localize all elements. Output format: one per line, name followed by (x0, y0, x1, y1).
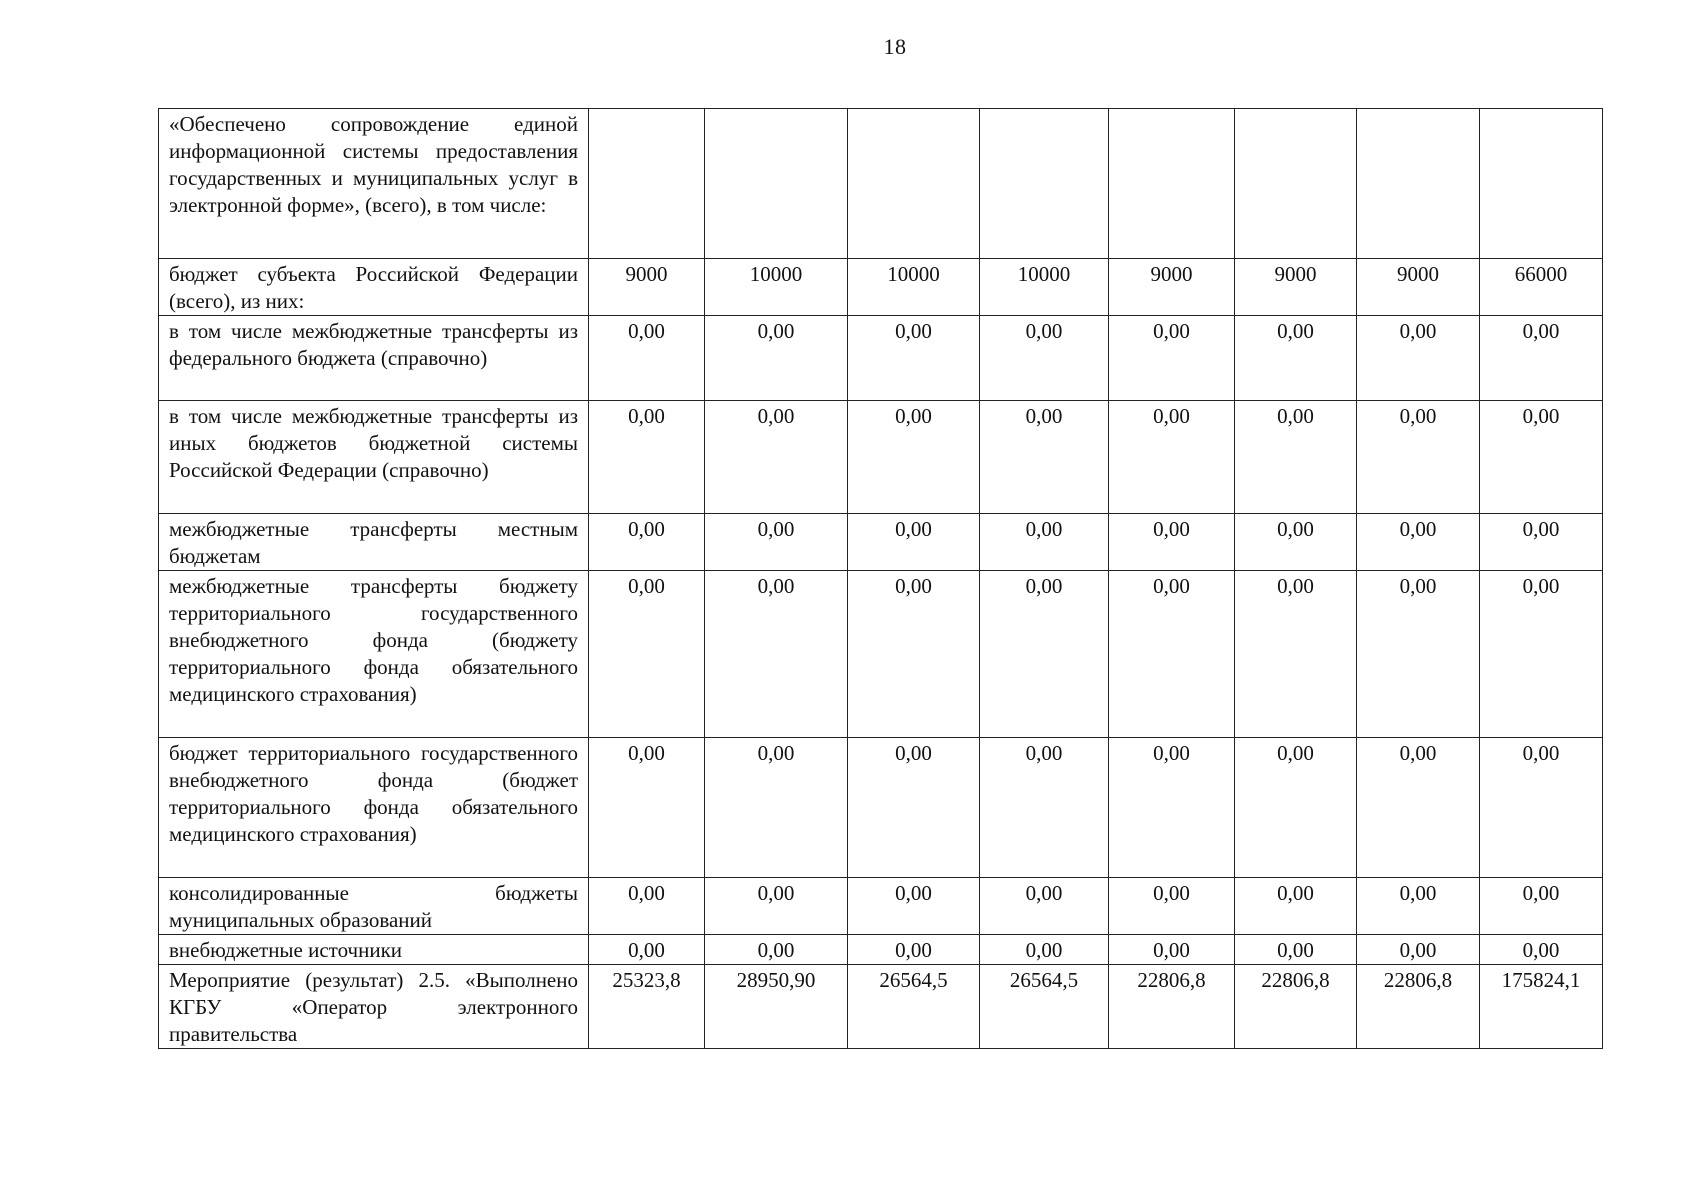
value-cell (705, 109, 848, 259)
row-label: Мероприятие (результат) 2.5. «Выполнено КГБУ «Оператор электронного правительства (159, 965, 589, 1049)
value-cell: 0,00 (1480, 316, 1603, 401)
value-cell: 0,00 (1235, 878, 1357, 935)
value-cell: 22806,8 (1109, 965, 1235, 1049)
value-cell: 0,00 (1235, 571, 1357, 738)
value-cell: 175824,1 (1480, 965, 1603, 1049)
value-cell (1109, 109, 1235, 259)
value-cell (848, 109, 980, 259)
value-cell: 0,00 (1235, 738, 1357, 878)
value-cell: 0,00 (589, 878, 705, 935)
value-cell: 0,00 (589, 514, 705, 571)
value-cell: 0,00 (1357, 935, 1480, 965)
row-label: консолидированные бюджеты муниципальных образований (159, 878, 589, 935)
value-cell (1357, 109, 1480, 259)
value-cell: 0,00 (1109, 514, 1235, 571)
value-cell: 26564,5 (980, 965, 1109, 1049)
value-cell: 28950,90 (705, 965, 848, 1049)
value-cell: 10000 (848, 259, 980, 316)
row-label: в том числе межбюджетные трансферты из иных бюджетов бюджетной системы Российской Федерации (справочно) (159, 401, 589, 514)
value-cell: 0,00 (980, 401, 1109, 514)
value-cell: 9000 (1235, 259, 1357, 316)
value-cell: 0,00 (1357, 316, 1480, 401)
value-cell: 0,00 (1109, 935, 1235, 965)
value-cell: 0,00 (1357, 401, 1480, 514)
value-cell: 0,00 (1480, 878, 1603, 935)
value-cell: 0,00 (705, 878, 848, 935)
value-cell: 0,00 (1480, 514, 1603, 571)
value-cell: 0,00 (1480, 935, 1603, 965)
value-cell: 0,00 (705, 571, 848, 738)
value-cell: 0,00 (705, 514, 848, 571)
value-cell: 0,00 (848, 571, 980, 738)
table-row (159, 316, 1603, 401)
value-cell: 9000 (1109, 259, 1235, 316)
value-cell: 0,00 (980, 571, 1109, 738)
value-cell: 0,00 (1109, 738, 1235, 878)
value-cell: 0,00 (1109, 571, 1235, 738)
value-cell: 0,00 (980, 935, 1109, 965)
value-cell: 0,00 (1480, 571, 1603, 738)
row-label: межбюджетные трансферты местным бюджетам (159, 514, 589, 571)
value-cell (1480, 109, 1603, 259)
value-cell: 0,00 (980, 738, 1109, 878)
value-cell (1235, 109, 1357, 259)
value-cell: 0,00 (1235, 401, 1357, 514)
value-cell: 0,00 (980, 878, 1109, 935)
value-cell: 0,00 (848, 316, 980, 401)
row-label: «Обеспечено сопровождение единой информационной системы предоставления государственных и муниципальных услуг в электронной форме», (всего), в том числе: (159, 109, 589, 259)
value-cell: 0,00 (589, 738, 705, 878)
value-cell: 22806,8 (1235, 965, 1357, 1049)
value-cell: 0,00 (705, 738, 848, 878)
table-row (159, 109, 1603, 259)
table-row (159, 738, 1603, 878)
value-cell: 0,00 (1109, 316, 1235, 401)
table-row (159, 514, 1603, 571)
value-cell: 0,00 (1235, 316, 1357, 401)
value-cell: 0,00 (1109, 401, 1235, 514)
value-cell: 0,00 (1357, 878, 1480, 935)
value-cell: 10000 (980, 259, 1109, 316)
value-cell: 9000 (1357, 259, 1480, 316)
value-cell: 0,00 (1357, 514, 1480, 571)
value-cell: 0,00 (1235, 514, 1357, 571)
table-row (159, 965, 1603, 1049)
value-cell: 0,00 (1357, 571, 1480, 738)
value-cell: 0,00 (705, 935, 848, 965)
value-cell (980, 109, 1109, 259)
value-cell: 9000 (589, 259, 705, 316)
value-cell: 0,00 (1357, 738, 1480, 878)
value-cell: 0,00 (848, 514, 980, 571)
value-cell: 0,00 (980, 514, 1109, 571)
row-label: внебюджетные источники (159, 935, 589, 965)
row-label: межбюджетные трансферты бюджету территориального государственного внебюджетного фонда (бюджету территориального фонда обязательного медицинского страхования) (159, 571, 589, 738)
value-cell: 0,00 (1235, 935, 1357, 965)
value-cell: 0,00 (1480, 401, 1603, 514)
value-cell: 0,00 (848, 878, 980, 935)
value-cell: 0,00 (1480, 738, 1603, 878)
value-cell: 0,00 (705, 401, 848, 514)
value-cell: 0,00 (1109, 878, 1235, 935)
table-row (159, 401, 1603, 514)
row-label: в том числе межбюджетные трансферты из федерального бюджета (справочно) (159, 316, 589, 401)
value-cell: 0,00 (589, 935, 705, 965)
value-cell: 0,00 (848, 935, 980, 965)
table-row (159, 259, 1603, 316)
value-cell: 0,00 (848, 738, 980, 878)
value-cell: 0,00 (848, 401, 980, 514)
value-cell: 66000 (1480, 259, 1603, 316)
value-cell: 10000 (705, 259, 848, 316)
budget-table (158, 108, 1603, 1049)
table-row (159, 878, 1603, 935)
value-cell: 25323,8 (589, 965, 705, 1049)
row-label: бюджет территориального государственного внебюджетного фонда (бюджет территориального фонда обязательного медицинского страхования) (159, 738, 589, 878)
value-cell: 22806,8 (1357, 965, 1480, 1049)
value-cell: 0,00 (589, 401, 705, 514)
table-row (159, 571, 1603, 738)
value-cell: 0,00 (589, 316, 705, 401)
value-cell: 0,00 (589, 571, 705, 738)
value-cell: 0,00 (980, 316, 1109, 401)
value-cell: 26564,5 (848, 965, 980, 1049)
row-label: бюджет субъекта Российской Федерации (всего), из них: (159, 259, 589, 316)
value-cell: 0,00 (705, 316, 848, 401)
table-row (159, 935, 1603, 965)
value-cell (589, 109, 705, 259)
page-number: 18 (883, 34, 907, 59)
